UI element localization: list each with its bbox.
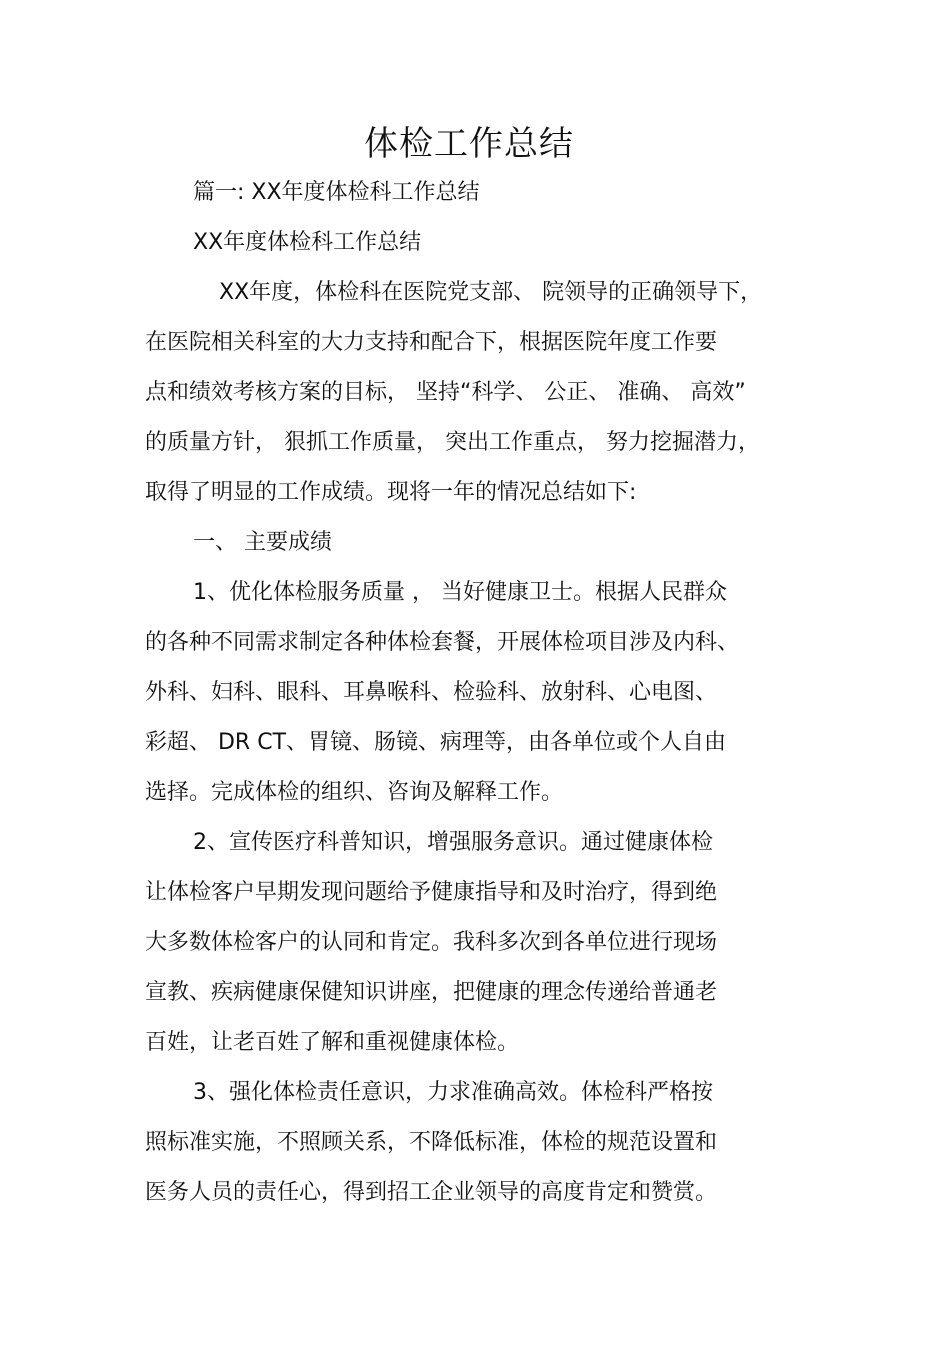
intro-line: 的质量方针， 狠抓工作质量， 突出工作重点， 努力挖掘潜力，: [145, 430, 760, 455]
article-subheading: 篇一: XX年度体检科工作总结: [193, 180, 480, 205]
intro-line: 在医院相关科室的大力支持和配合下，根据医院年度工作要: [145, 330, 718, 355]
item1-line: 1、优化体检服务质量 ， 当好健康卫士。根据人民群众: [193, 580, 727, 605]
item1-line: 选择。完成体检的组织、咨询及解释工作。: [145, 780, 564, 805]
section-heading: XX年度体检科工作总结: [193, 230, 422, 255]
item3-line: 医务人员的责任心，得到招工企业领导的高度肯定和赞赏。: [145, 1180, 718, 1205]
item3-line: 3、强化体检责任意识，力求准确高效。体检科严格按: [193, 1080, 713, 1105]
intro-line: 点和绩效考核方案的目标， 坚持“科学、 公正、 准确、 高效”: [145, 380, 746, 405]
main-achievements-heading: 一、 主要成绩: [193, 530, 332, 555]
item3-line: 照标准实施，不照顾关系，不降低标准，体检的规范设置和: [145, 1130, 718, 1155]
intro-line: 取得了明显的工作成绩。现将一年的情况总结如下:: [145, 480, 637, 505]
item1-line: 的各种不同需求制定各种体检套餐，开展体检项目涉及内科、: [145, 630, 740, 655]
item2-line: 百姓，让老百姓了解和重视健康体检。: [145, 1030, 520, 1055]
item2-line: 大多数体检客户的认同和肯定。我科多次到各单位进行现场: [145, 930, 718, 955]
item1-line: 彩超、 DR CT、胃镜、肠镜、病理等，由各单位或个人自由: [145, 730, 727, 755]
intro-line: XX年度，体检科在医院党支部、 院领导的正确领导下，: [219, 280, 763, 305]
item2-line: 让体检客户早期发现问题给予健康指导和及时治疗，得到绝: [145, 880, 718, 905]
item2-line: 宣教、疾病健康保健知识讲座，把健康的理念传递给普通老: [145, 980, 718, 1005]
item1-line: 外科、妇科、眼科、耳鼻喉科、检验科、放射科、心电图、: [145, 680, 718, 705]
item2-line: 2、宣传医疗科普知识，增强服务意识。通过健康体检: [193, 830, 713, 855]
document-title: 体检工作总结: [364, 124, 574, 164]
